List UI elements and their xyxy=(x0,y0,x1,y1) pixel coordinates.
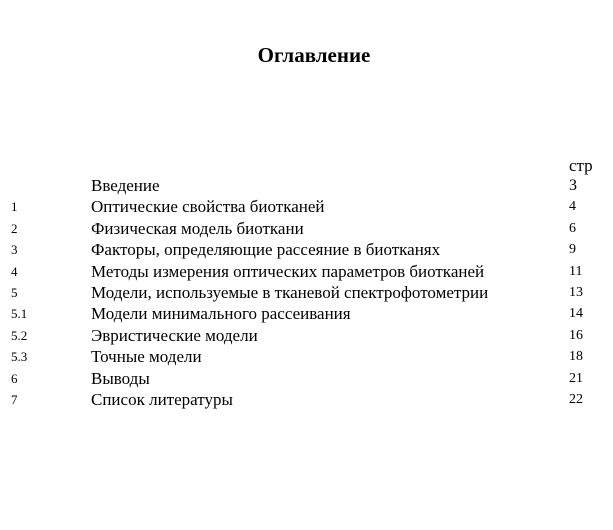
toc-entry-1 xyxy=(0,197,613,218)
toc-entry-number: 7 xyxy=(11,391,18,407)
toc-entry-number: 5.1 xyxy=(11,306,28,322)
toc-entry-page: 22 xyxy=(569,391,583,407)
toc-entry-5-2 xyxy=(0,326,613,347)
toc-entry-page: 13 xyxy=(569,284,583,300)
toc-entry-title: Точные модели xyxy=(91,347,202,367)
toc-entry-page: 18 xyxy=(569,349,583,365)
toc-entry-title: Эвристические модели xyxy=(91,325,258,345)
toc-entry-number: 5 xyxy=(11,284,18,300)
table-of-contents xyxy=(0,176,613,411)
toc-entry-5-1 xyxy=(0,304,613,325)
toc-entry-title: Введение xyxy=(91,176,160,195)
toc-entry-4 xyxy=(0,262,613,283)
toc-entry-page: 11 xyxy=(569,263,583,279)
page-column-header: стр xyxy=(569,156,593,175)
toc-entry-number: 4 xyxy=(11,263,18,279)
toc-entry-page: 4 xyxy=(569,199,576,215)
toc-entry-title: Модели минимального рассеивания xyxy=(91,304,351,324)
toc-entry-title: Модели, используемые в тканевой спектрофотометрии xyxy=(91,282,489,302)
toc-entry-number: 2 xyxy=(11,220,18,236)
toc-entry-page: 9 xyxy=(569,242,576,258)
toc-entry-page: 16 xyxy=(569,327,583,343)
toc-entry-title: Факторы, определяющие рассеяние в биотканях xyxy=(91,240,441,260)
toc-entry-title: Физическая модель биоткани xyxy=(91,218,304,238)
toc-entry-2 xyxy=(0,219,613,240)
toc-entry-title: Выводы xyxy=(91,368,150,388)
toc-entry-page: 3 xyxy=(569,177,577,194)
toc-entry-introduction xyxy=(0,176,613,197)
toc-entry-5-3 xyxy=(0,347,613,368)
toc-entry-title: Оптические свойства биотканей xyxy=(91,197,325,217)
toc-entry-number: 5.3 xyxy=(11,349,28,365)
toc-entry-page: 14 xyxy=(569,306,583,322)
toc-entry-5 xyxy=(0,283,613,304)
toc-entry-7 xyxy=(0,390,613,411)
page-title: Оглавление xyxy=(257,43,371,67)
toc-entry-number: 5.2 xyxy=(11,327,28,343)
toc-entry-number: 3 xyxy=(11,242,18,258)
toc-entry-6 xyxy=(0,369,613,390)
toc-entry-page: 21 xyxy=(569,370,583,386)
toc-entry-title: Список литературы xyxy=(91,389,233,409)
toc-entry-3 xyxy=(0,240,613,261)
toc-entry-title: Методы измерения оптических параметров биотканей xyxy=(91,261,485,281)
toc-entry-number: 1 xyxy=(11,199,18,215)
toc-entry-number: 6 xyxy=(11,370,18,386)
toc-entry-page: 6 xyxy=(569,220,576,236)
